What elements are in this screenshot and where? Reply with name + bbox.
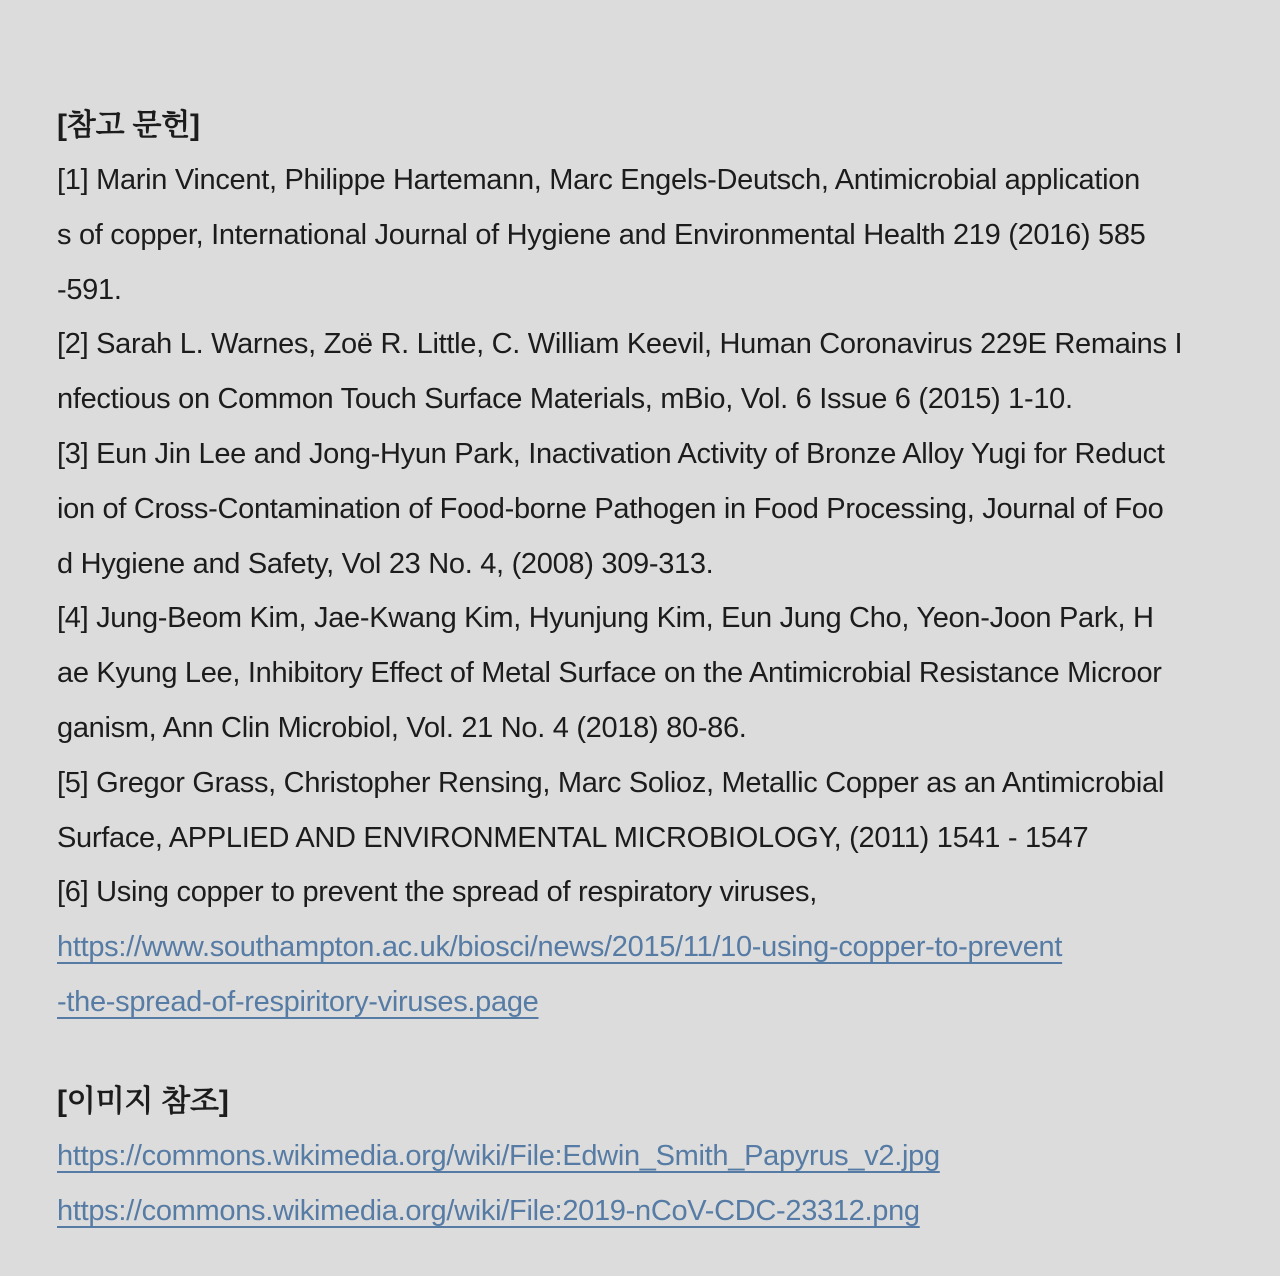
reference-3-line-2: ion of Cross-Contamination of Food-borne Pathogen in Food Processing, Journal of Foo — [57, 492, 1164, 525]
references-heading: [참고 문헌] — [57, 109, 200, 142]
reference-2-line-2: nfectious on Common Touch Surface Materials, mBio, Vol. 6 Issue 6 (2015) 1-10. — [57, 383, 1073, 416]
reference-1-line-3: -591. — [57, 273, 122, 306]
reference-1-line-2: s of copper, International Journal of Hygiene and Environmental Health 219 (2016) 585 — [57, 218, 1146, 251]
reference-4-line-3: ganism, Ann Clin Microbiol, Vol. 21 No. 4 (2018) 80-86. — [57, 711, 747, 744]
southampton-link-line-1[interactable]: https://www.southampton.ac.uk/biosci/news/2015/11/10-using-copper-to-prevent — [57, 931, 1063, 964]
reference-5-line-1: [5] Gregor Grass, Christopher Rensing, Marc Solioz, Metallic Copper as an Antimicrobial — [57, 766, 1164, 799]
reference-3-line-3: d Hygiene and Safety, Vol 23 No. 4, (2008) 309-313. — [57, 547, 714, 580]
wikimedia-ncov-link[interactable]: https://commons.wikimedia.org/wiki/File:2019-nCoV-CDC-23312.png — [57, 1194, 920, 1227]
reference-6-line-1: [6] Using copper to prevent the spread of respiratory viruses, — [57, 876, 817, 909]
reference-1-line-1: [1] Marin Vincent, Philippe Hartemann, Marc Engels-Deutsch, Antimicrobial application — [57, 164, 1140, 196]
reference-4-line-2: ae Kyung Lee, Inhibitory Effect of Metal Surface on the Antimicrobial Resistance Microor — [57, 657, 1162, 690]
wikimedia-papyrus-link[interactable]: https://commons.wikimedia.org/wiki/File:Edwin_Smith_Papyrus_v2.jpg — [57, 1139, 940, 1172]
reference-3-line-1: [3] Eun Jin Lee and Jong-Hyun Park, Inactivation Activity of Bronze Alloy Yugi for Reduct — [57, 437, 1165, 470]
reference-4-line-1: [4] Jung-Beom Kim, Jae-Kwang Kim, Hyunjung Kim, Eun Jung Cho, Yeon-Joon Park, H — [57, 602, 1154, 635]
southampton-link-line-2[interactable]: -the-spread-of-respiritory-viruses.page — [57, 985, 539, 1018]
reference-5-line-2: Surface, APPLIED AND ENVIRONMENTAL MICROBIOLOGY, (2011) 1541 - 1547 — [57, 821, 1089, 854]
reference-2-line-1: [2] Sarah L. Warnes, Zoë R. Little, C. William Keevil, Human Coronavirus 229E Remains I — [57, 328, 1183, 361]
section-gap — [57, 1030, 1222, 1074]
image-references-heading: [이미지 참조] — [57, 1084, 229, 1118]
